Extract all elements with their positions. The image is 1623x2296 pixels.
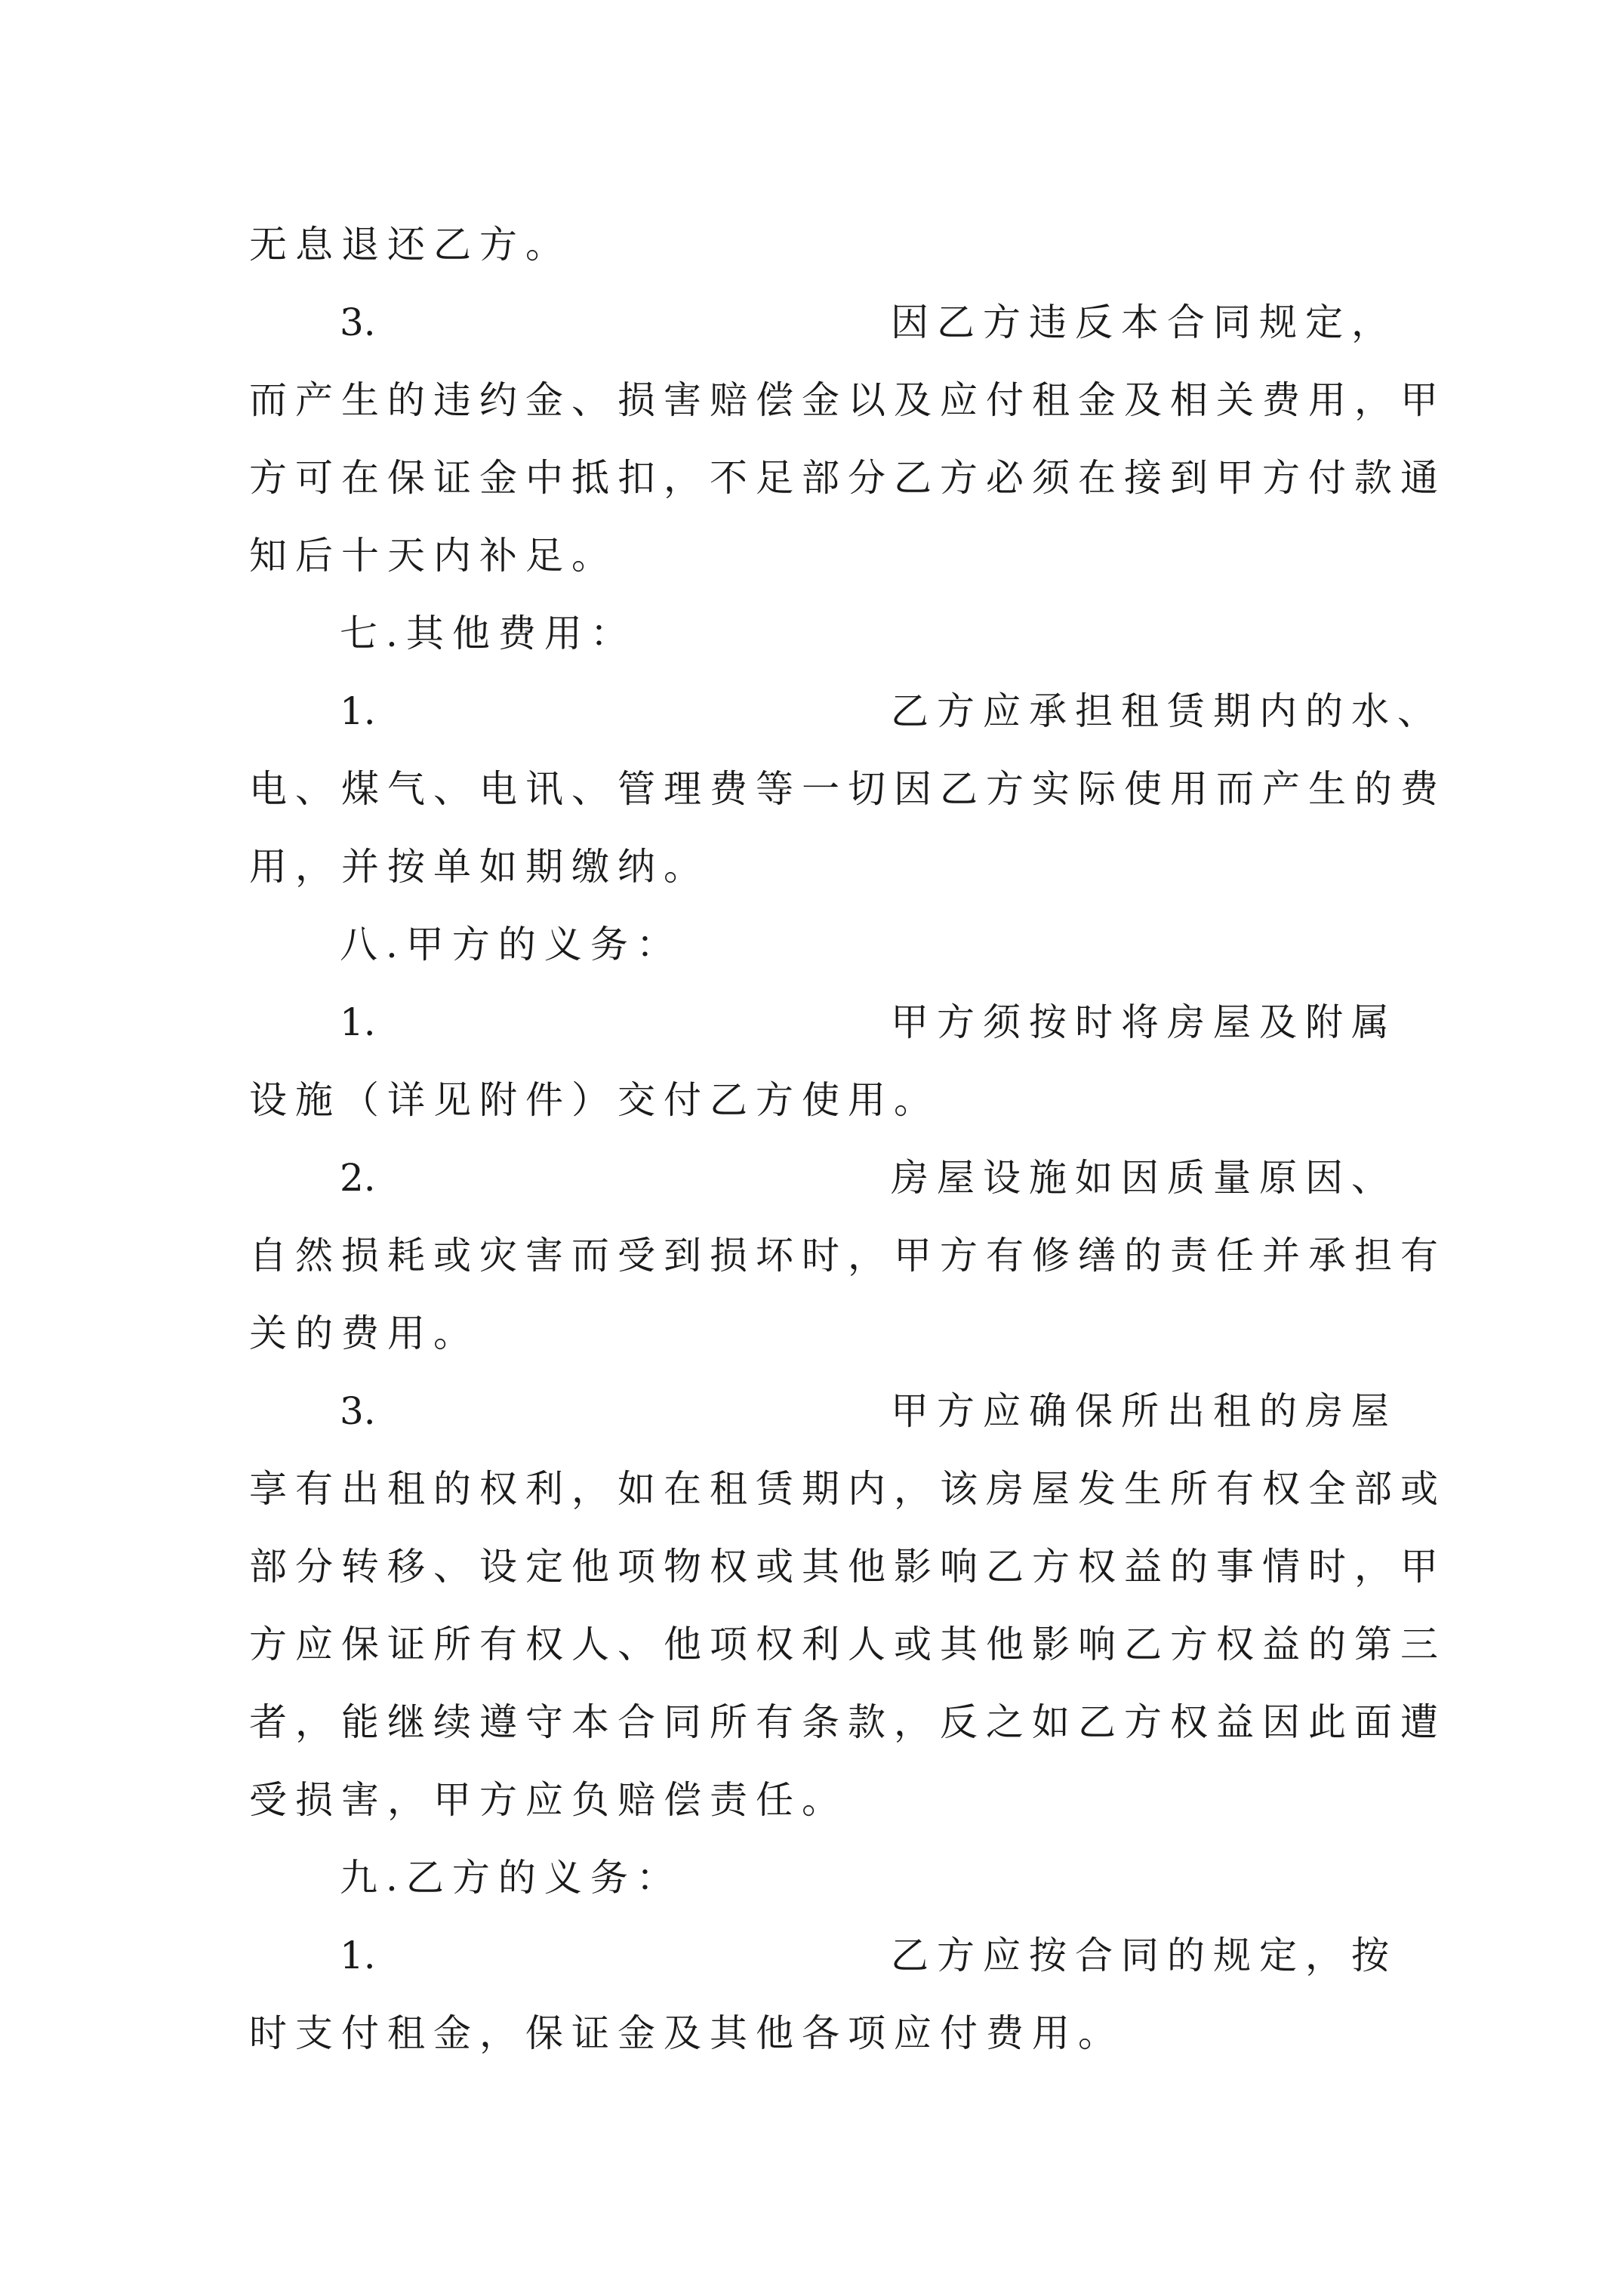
text-line: 甲方须按时将房屋及附属 [891,1000,1397,1044]
text-line: 方应保证所有权人、他项权利人或其他影响乙方权益的第三 [249,1623,1446,1666]
text-line: 房屋设施如因质量原因、 [891,1156,1397,1200]
text-line: 乙方应按合同的规定，按 [891,1934,1397,1977]
text-line: 电、煤气、电讯、管理费等一切因乙方实际使用而产生的费 [249,767,1446,811]
text-line: 方可在保证金中抵扣，不足部分乙方必须在接到甲方付款通 [249,456,1446,500]
clause-number: 2. [340,1156,376,1200]
text-line: 享有出租的权利，如在租赁期内，该房屋发生所有权全部或 [249,1467,1446,1511]
text-line: 无息退还乙方。 [249,223,571,267]
clause-number: 1. [340,689,376,733]
text-line: 用，并按单如期缴纳。 [249,845,710,889]
section-heading: 七.其他费用： [340,612,636,655]
text-line: 甲方应确保所出租的房屋 [891,1389,1397,1433]
text-line: 乙方应承担租赁期内的水、 [891,689,1443,733]
text-line: 者，能继续遵守本合同所有条款，反之如乙方权益因此面遭 [249,1700,1446,1744]
text-line: 受损害，甲方应负赔偿责任。 [249,1778,848,1822]
text-line: 而产生的违约金、损害赔偿金以及应付租金及相关费用，甲 [249,378,1446,422]
text-line: 设施（详见附件）交付乙方使用。 [249,1078,940,1122]
clause-number: 3. [340,1389,376,1433]
text-line: 部分转移、设定他项物权或其他影响乙方权益的事情时，甲 [249,1545,1446,1589]
clause-number: 1. [340,1000,376,1044]
section-heading: 八.甲方的义务： [340,923,682,966]
clause-number: 1. [340,1934,376,1977]
text-line: 知后十天内补足。 [249,534,617,578]
text-line: 因乙方违反本合同规定， [891,300,1397,344]
clause-number: 3. [340,300,376,344]
text-line: 关的费用。 [249,1311,479,1355]
section-heading: 九.乙方的义务： [340,1856,682,1900]
text-line: 时支付租金，保证金及其他各项应付费用。 [249,2011,1124,2055]
text-line: 自然损耗或灾害而受到损坏时，甲方有修缮的责任并承担有 [249,1234,1446,1277]
